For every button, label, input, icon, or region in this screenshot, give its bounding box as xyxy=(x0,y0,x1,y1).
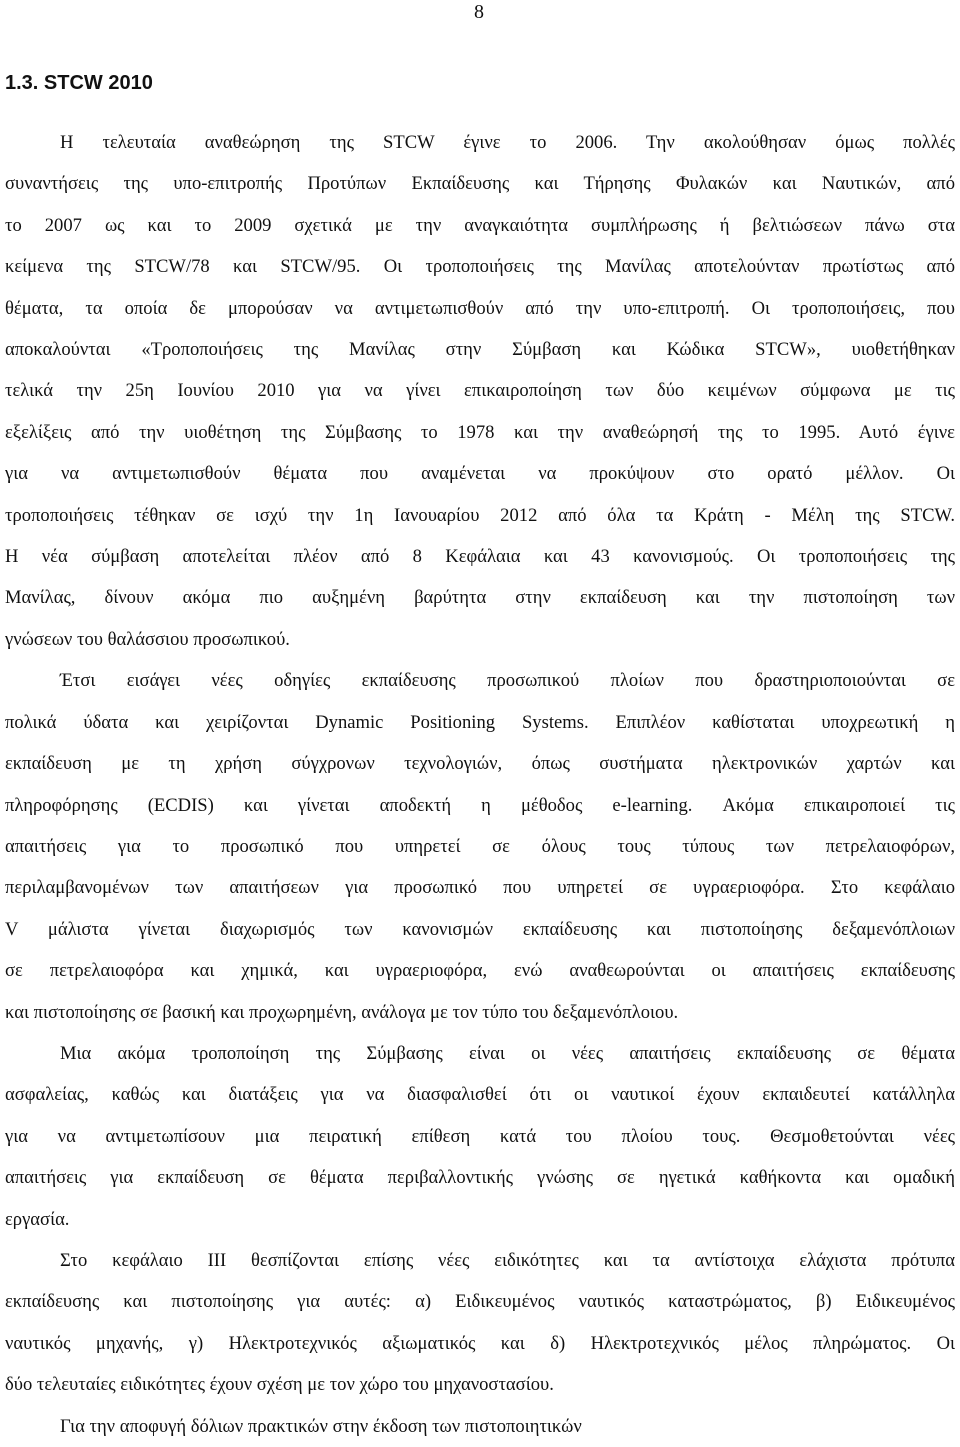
text-line: Για την αποφυγή δόλιων πρακτικών στην έκδοση των πιστοποιητικών xyxy=(60,1415,582,1437)
text-line: απαιτήσεις για εκπαίδευση σε θέματα περιβαλλοντικής γνώσης σε ηγετικά καθήκοντα και ομαδική xyxy=(5,1167,955,1189)
text-line: Η νέα σύμβαση αποτελείται πλέον από 8 Κεφάλαια και 43 κανονισμούς. Οι τροποποιήσεις της xyxy=(5,546,955,568)
paragraph xyxy=(5,1033,955,1240)
text-line: απαιτήσεις για το προσωπικό που υπηρετεί σε όλους τους τύπους των πετρελαιοφόρων, xyxy=(5,835,955,857)
text-line: ασφαλείας, καθώς και διατάξεις για να διασφαλισθεί ότι οι ναυτικοί έχουν εκπαιδευτεί κατάλληλα xyxy=(5,1084,955,1106)
text-line: εξελίξεις από την υιοθέτηση της Σύμβασης το 1978 και την αναθεώρησή της το 1995. Αυτό έγινε xyxy=(5,421,955,443)
text-line: ναυτικός μηχανής, γ) Ηλεκτροτεχνικός αξιωματικός και δ) Ηλεκτροτεχνικός μέλος πληρώματος. Οι xyxy=(5,1332,955,1354)
text-line: τροποποιήσεις τέθηκαν σε ισχύ την 1η Ιανουαρίου 2012 από όλα τα Κράτη - Μέλη της STCW. xyxy=(5,504,955,526)
text-line: εργασία. xyxy=(5,1208,70,1230)
page-number: 8 xyxy=(474,1,484,23)
text-line: πολικά ύδατα και χειρίζονται Dynamic Positioning Systems. Επιπλέον καθίσταται υποχρεωτική η xyxy=(5,711,955,733)
text-line: πληροφόρησης (ECDIS) και γίνεται αποδεκτή η μέθοδος e-learning. Ακόμα επικαιροποιεί τις xyxy=(5,794,955,816)
text-line: θέματα, τα οποία δε μπορούσαν να αντιμετωπισθούν από την υπο-επιτροπή. Οι τροποποιήσεις, που xyxy=(5,297,955,319)
text-line: και πιστοποίησης σε βασική και προχωρημένη, ανάλογα με τον τύπο του δεξαμενόπλοιου. xyxy=(5,1001,679,1023)
text-line: εκπαίδευση με τη χρήση σύγχρονων τεχνολογιών, όπως συστήματα ηλεκτρονικών χαρτών και xyxy=(5,753,955,775)
text-line: Μανίλας, δίνουν ακόμα πιο αυξημένη βαρύτητα στην εκπαίδευση και την πιστοποίηση των xyxy=(5,587,955,609)
text-line: αποκαλούνται «Τροποποιήσεις της Μανίλας στην Σύμβαση και Κώδικα STCW», υιοθετήθηκαν xyxy=(5,339,955,361)
text-line: σε πετρελαιοφόρα και χημικά, και υγραεριοφόρα, ενώ αναθεωρούνται οι απαιτήσεις εκπαίδευσης xyxy=(5,960,955,982)
text-line: Στο κεφάλαιο ΙΙΙ θεσπίζονται επίσης νέες ειδικότητες και τα αντίστοιχα ελάχιστα πρότυπα xyxy=(60,1249,955,1271)
paragraph xyxy=(5,1240,955,1406)
text-line: τελικά την 25η Ιουνίου 2010 για να γίνει επικαιροποίηση των δύο κειμένων σύμφωνα με τις xyxy=(5,380,955,402)
paragraph xyxy=(5,122,955,660)
text-line: περιλαμβανομένων των απαιτήσεων για προσωπικό που υπηρετεί σε υγραεριοφόρα. Στο κεφάλαιο xyxy=(5,877,955,899)
paragraph xyxy=(5,1406,955,1447)
text-line: το 2007 ως και το 2009 σχετικά με την αναγκαιότητα συμπλήρωσης ή βελτιώσεων πάνω στα xyxy=(5,214,955,236)
text-line: Έτσι εισάγει νέες οδηγίες εκπαίδευσης προσωπικού πλοίων που δραστηριοποιούνται σε xyxy=(60,670,955,692)
section-heading: 1.3. STCW 2010 xyxy=(5,72,153,94)
text-line: δύο τελευταίες ειδικότητες έχουν σχέση με τον χώρο του μηχανοστασίου. xyxy=(5,1374,554,1396)
text-line: για να αντιμετωπισθούν θέματα που αναμένεται να προκύψουν στο ορατό μέλλον. Οι xyxy=(5,463,955,485)
text-line: Μια ακόμα τροποποίηση της Σύμβασης είναι οι νέες απαιτήσεις εκπαίδευσης σε θέματα xyxy=(60,1042,955,1064)
paragraph xyxy=(5,660,955,1033)
text-line: εκπαίδευσης και πιστοποίησης για αυτές: α) Ειδικευμένος ναυτικός καταστρώματος, β) Ειδικευμένος xyxy=(5,1291,955,1313)
body-text xyxy=(5,122,955,1447)
text-line: συναντήσεις της υπο-επιτροπής Προτύπων Εκπαίδευσης και Τήρησης Φυλακών και Ναυτικών, από xyxy=(5,173,955,195)
text-line: γνώσεων του θαλάσσιου προσωπικού. xyxy=(5,628,290,650)
text-line: κείμενα της STCW/78 και STCW/95. Οι τροποποιήσεις της Μανίλας αποτελούνταν πρωτίστως από xyxy=(5,256,955,278)
text-line: V μάλιστα γίνεται διαχωρισμός των κανονισμών εκπαίδευσης και πιστοποίησης δεξαμενόπλοιων xyxy=(5,918,955,940)
text-line: Η τελευταία αναθεώρηση της STCW έγινε το 2006. Την ακολούθησαν όμως πολλές xyxy=(60,132,955,153)
text-line: για να αντιμετωπίσουν μια πειρατική επίθεση κατά του πλοίου τους. Θεσμοθετούνται νέες xyxy=(5,1125,955,1147)
